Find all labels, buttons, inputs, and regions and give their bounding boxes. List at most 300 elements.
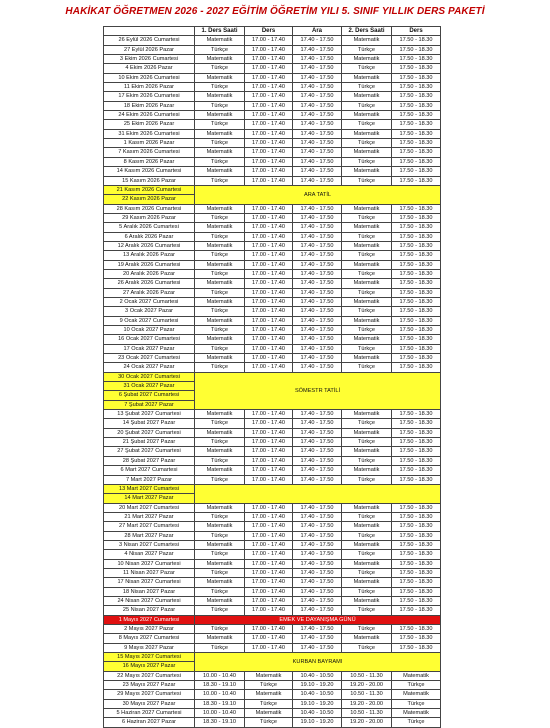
- first-slot-cell: Matematik: [195, 55, 245, 64]
- table-row: [104, 148, 441, 157]
- table-row: [104, 419, 441, 428]
- first-lesson-cell: 17.00 - 17.40: [245, 129, 293, 138]
- second-slot-cell: 10.50 - 11.30: [342, 709, 392, 718]
- second-lesson-cell: 17.50 - 18.30: [392, 64, 441, 73]
- second-lesson-cell: 17.50 - 18.30: [392, 167, 441, 176]
- break-cell: 17.40 - 17.50: [293, 36, 342, 45]
- second-slot-cell: Türkçe: [342, 531, 392, 540]
- date-cell: 29 Kasım 2026 Pazar: [104, 213, 195, 222]
- table-row: [104, 157, 441, 166]
- first-lesson-cell: 17.00 - 17.40: [245, 148, 293, 157]
- first-slot-cell: 10.00 - 10.40: [195, 671, 245, 680]
- break-cell: 17.40 - 17.50: [293, 447, 342, 456]
- first-slot-cell: 18.30 - 19.10: [195, 699, 245, 708]
- second-slot-cell: Türkçe: [342, 438, 392, 447]
- second-slot-cell: Türkçe: [342, 83, 392, 92]
- holiday-row: [104, 185, 441, 194]
- first-slot-cell: Türkçe: [195, 419, 245, 428]
- table-row: [104, 213, 441, 222]
- second-lesson-cell: 17.50 - 18.30: [392, 176, 441, 185]
- table-row: [104, 559, 441, 568]
- table-row: [104, 540, 441, 549]
- date-cell: 22 Mayıs 2027 Cumartesi: [104, 671, 195, 680]
- first-slot-cell: Türkçe: [195, 550, 245, 559]
- second-slot-cell: Türkçe: [342, 120, 392, 129]
- date-cell: 21 Şubat 2027 Pazar: [104, 438, 195, 447]
- second-lesson-cell: 17.50 - 18.30: [392, 269, 441, 278]
- first-lesson-cell: 17.00 - 17.40: [245, 344, 293, 353]
- second-slot-cell: Türkçe: [342, 45, 392, 54]
- table-row: [104, 522, 441, 531]
- first-slot-cell: Türkçe: [195, 307, 245, 316]
- holiday-label: ARA TATİL: [195, 185, 441, 204]
- table-row: [104, 45, 441, 54]
- break-cell: 19.10 - 19.20: [293, 718, 342, 727]
- date-cell: 28 Kasım 2026 Cumartesi: [104, 204, 195, 213]
- second-slot-cell: Türkçe: [342, 213, 392, 222]
- table-row: [104, 643, 441, 652]
- first-lesson-cell: 17.00 - 17.40: [245, 634, 293, 643]
- second-lesson-cell: Türkçe: [392, 681, 441, 690]
- first-lesson-cell: 17.00 - 17.40: [245, 428, 293, 437]
- date-cell: 26 Aralık 2026 Cumartesi: [104, 279, 195, 288]
- first-slot-cell: Matematik: [195, 447, 245, 456]
- first-lesson-cell: 17.00 - 17.40: [245, 326, 293, 335]
- first-lesson-cell: 17.00 - 17.40: [245, 512, 293, 521]
- table-row: [104, 456, 441, 465]
- table-row: [104, 447, 441, 456]
- first-slot-cell: Türkçe: [195, 344, 245, 353]
- table-row: [104, 279, 441, 288]
- table-row: [104, 466, 441, 475]
- holiday-row: [104, 372, 441, 381]
- date-cell: 2 Ocak 2027 Cumartesi: [104, 297, 195, 306]
- break-cell: 17.40 - 17.50: [293, 129, 342, 138]
- second-lesson-cell: 17.50 - 18.30: [392, 587, 441, 596]
- date-cell: 6 Haziran 2027 Pazar: [104, 718, 195, 727]
- table-row: [104, 316, 441, 325]
- first-lesson-cell: 17.00 - 17.40: [245, 550, 293, 559]
- date-cell: 7 Kasım 2026 Cumartesi: [104, 148, 195, 157]
- date-cell: 18 Nisan 2027 Pazar: [104, 587, 195, 596]
- first-lesson-cell: 17.00 - 17.40: [245, 307, 293, 316]
- second-slot-cell: Türkçe: [342, 475, 392, 484]
- break-cell: 17.40 - 17.50: [293, 503, 342, 512]
- date-cell: 4 Nisan 2027 Pazar: [104, 550, 195, 559]
- second-slot-cell: Türkçe: [342, 643, 392, 652]
- break-cell: 17.40 - 17.50: [293, 559, 342, 568]
- first-slot-cell: Matematik: [195, 297, 245, 306]
- first-slot-cell: Türkçe: [195, 139, 245, 148]
- second-slot-cell: Türkçe: [342, 512, 392, 521]
- break-cell: 17.40 - 17.50: [293, 354, 342, 363]
- second-lesson-cell: 17.50 - 18.30: [392, 354, 441, 363]
- table-row: [104, 625, 441, 634]
- table-row: [104, 241, 441, 250]
- second-lesson-cell: 17.50 - 18.30: [392, 204, 441, 213]
- header-second-lesson-slot: 2. Ders Saati: [342, 27, 392, 36]
- break-cell: 17.40 - 17.50: [293, 251, 342, 260]
- date-cell: 24 Nisan 2027 Cumartesi: [104, 596, 195, 605]
- first-slot-cell: Matematik: [195, 167, 245, 176]
- date-cell: 13 Mart 2027 Cumartesi: [104, 484, 195, 493]
- second-lesson-cell: 17.50 - 18.30: [392, 559, 441, 568]
- date-cell: 20 Aralık 2026 Pazar: [104, 269, 195, 278]
- first-slot-cell: 18.30 - 19.10: [195, 681, 245, 690]
- second-slot-cell: Türkçe: [342, 456, 392, 465]
- second-lesson-cell: 17.50 - 18.30: [392, 531, 441, 540]
- table-row: [104, 288, 441, 297]
- table-row: [104, 204, 441, 213]
- first-slot-cell: Matematik: [195, 204, 245, 213]
- break-cell: 10.40 - 10.50: [293, 709, 342, 718]
- date-cell: 16 Mayıs 2027 Pazar: [104, 662, 195, 671]
- first-slot-cell: Türkçe: [195, 531, 245, 540]
- first-slot-cell: Türkçe: [195, 587, 245, 596]
- first-lesson-cell: Matematik: [245, 690, 293, 699]
- break-cell: 17.40 - 17.50: [293, 363, 342, 372]
- first-lesson-cell: Matematik: [245, 709, 293, 718]
- table-row: [104, 167, 441, 176]
- date-cell: 2 Mayıs 2027 Pazar: [104, 625, 195, 634]
- date-cell: 21 Kasım 2026 Cumartesi: [104, 185, 195, 194]
- date-cell: 3 Nisan 2027 Cumartesi: [104, 540, 195, 549]
- second-slot-cell: Matematik: [342, 335, 392, 344]
- break-cell: 17.40 - 17.50: [293, 64, 342, 73]
- break-cell: 17.40 - 17.50: [293, 540, 342, 549]
- table-row: [104, 690, 441, 699]
- table-row: [104, 354, 441, 363]
- table-row: [104, 718, 441, 727]
- second-slot-cell: Matematik: [342, 447, 392, 456]
- second-slot-cell: Matematik: [342, 260, 392, 269]
- first-slot-cell: Türkçe: [195, 438, 245, 447]
- table-row: [104, 578, 441, 587]
- date-cell: 31 Ocak 2027 Pazar: [104, 382, 195, 391]
- date-cell: 22 Kasım 2026 Pazar: [104, 195, 195, 204]
- first-lesson-cell: 17.00 - 17.40: [245, 251, 293, 260]
- second-slot-cell: Matematik: [342, 466, 392, 475]
- break-cell: 17.40 - 17.50: [293, 335, 342, 344]
- first-slot-cell: Matematik: [195, 223, 245, 232]
- second-lesson-cell: Türkçe: [392, 699, 441, 708]
- second-slot-cell: Matematik: [342, 578, 392, 587]
- second-slot-cell: Türkçe: [342, 550, 392, 559]
- table-row: [104, 232, 441, 241]
- break-cell: 17.40 - 17.50: [293, 269, 342, 278]
- special-day-row: [104, 615, 441, 624]
- table-row: [104, 512, 441, 521]
- second-slot-cell: 10.50 - 11.30: [342, 671, 392, 680]
- date-cell: 14 Mart 2027 Pazar: [104, 494, 195, 503]
- date-cell: 23 Ocak 2027 Cumartesi: [104, 354, 195, 363]
- table-row: [104, 550, 441, 559]
- second-slot-cell: Türkçe: [342, 64, 392, 73]
- break-cell: 17.40 - 17.50: [293, 176, 342, 185]
- second-lesson-cell: 17.50 - 18.30: [392, 241, 441, 250]
- second-lesson-cell: 17.50 - 18.30: [392, 578, 441, 587]
- second-slot-cell: Matematik: [342, 204, 392, 213]
- second-lesson-cell: 17.50 - 18.30: [392, 101, 441, 110]
- holiday-row: [104, 653, 441, 662]
- second-lesson-cell: 17.50 - 18.30: [392, 447, 441, 456]
- second-slot-cell: Türkçe: [342, 288, 392, 297]
- second-slot-cell: Matematik: [342, 241, 392, 250]
- second-slot-cell: Matematik: [342, 129, 392, 138]
- first-slot-cell: Matematik: [195, 540, 245, 549]
- date-cell: 8 Mayıs 2027 Cumartesi: [104, 634, 195, 643]
- date-cell: 20 Mart 2027 Cumartesi: [104, 503, 195, 512]
- table-row: [104, 503, 441, 512]
- date-cell: 6 Aralık 2026 Pazar: [104, 232, 195, 241]
- date-cell: 11 Nisan 2027 Pazar: [104, 568, 195, 577]
- date-cell: 15 Kasım 2026 Pazar: [104, 176, 195, 185]
- first-lesson-cell: 17.00 - 17.40: [245, 64, 293, 73]
- first-lesson-cell: 17.00 - 17.40: [245, 568, 293, 577]
- second-slot-cell: Matematik: [342, 559, 392, 568]
- first-slot-cell: Matematik: [195, 241, 245, 250]
- second-lesson-cell: 17.50 - 18.30: [392, 316, 441, 325]
- date-cell: 28 Mart 2027 Pazar: [104, 531, 195, 540]
- second-lesson-cell: 17.50 - 18.30: [392, 363, 441, 372]
- header-lesson-2: Ders: [392, 27, 441, 36]
- table-row: [104, 111, 441, 120]
- second-slot-cell: Matematik: [342, 167, 392, 176]
- table-row: [104, 475, 441, 484]
- first-slot-cell: 18.30 - 19.10: [195, 718, 245, 727]
- header-date: [104, 27, 195, 36]
- first-lesson-cell: Türkçe: [245, 699, 293, 708]
- first-slot-cell: Matematik: [195, 522, 245, 531]
- second-lesson-cell: 17.50 - 18.30: [392, 260, 441, 269]
- second-slot-cell: Türkçe: [342, 251, 392, 260]
- first-slot-cell: Matematik: [195, 428, 245, 437]
- first-lesson-cell: 17.00 - 17.40: [245, 456, 293, 465]
- break-cell: 17.40 - 17.50: [293, 120, 342, 129]
- first-lesson-cell: 17.00 - 17.40: [245, 223, 293, 232]
- second-lesson-cell: 17.50 - 18.30: [392, 92, 441, 101]
- second-lesson-cell: 17.50 - 18.30: [392, 625, 441, 634]
- break-cell: 17.40 - 17.50: [293, 326, 342, 335]
- date-cell: 27 Aralık 2026 Pazar: [104, 288, 195, 297]
- second-slot-cell: 19.20 - 20.00: [342, 681, 392, 690]
- second-lesson-cell: 17.50 - 18.30: [392, 540, 441, 549]
- second-lesson-cell: Matematik: [392, 671, 441, 680]
- break-cell: 17.40 - 17.50: [293, 568, 342, 577]
- table-row: [104, 269, 441, 278]
- header-first-lesson-slot: 1. Ders Saati: [195, 27, 245, 36]
- first-lesson-cell: 17.00 - 17.40: [245, 522, 293, 531]
- break-cell: 19.10 - 19.20: [293, 681, 342, 690]
- second-slot-cell: Matematik: [342, 316, 392, 325]
- second-lesson-cell: 17.50 - 18.30: [392, 129, 441, 138]
- break-cell: 17.40 - 17.50: [293, 297, 342, 306]
- first-slot-cell: Matematik: [195, 111, 245, 120]
- first-lesson-cell: 17.00 - 17.40: [245, 475, 293, 484]
- second-slot-cell: Türkçe: [342, 363, 392, 372]
- break-cell: 17.40 - 17.50: [293, 522, 342, 531]
- table-row: [104, 101, 441, 110]
- table-row: [104, 326, 441, 335]
- second-lesson-cell: 17.50 - 18.30: [392, 36, 441, 45]
- second-slot-cell: Matematik: [342, 297, 392, 306]
- second-slot-cell: Türkçe: [342, 606, 392, 615]
- break-cell: 17.40 - 17.50: [293, 213, 342, 222]
- break-cell: 17.40 - 17.50: [293, 204, 342, 213]
- break-cell: 17.40 - 17.50: [293, 55, 342, 64]
- first-slot-cell: Matematik: [195, 316, 245, 325]
- break-cell: 17.40 - 17.50: [293, 606, 342, 615]
- holiday-label: [195, 484, 441, 503]
- break-cell: 17.40 - 17.50: [293, 344, 342, 353]
- second-slot-cell: Matematik: [342, 634, 392, 643]
- date-cell: 21 Mart 2027 Pazar: [104, 512, 195, 521]
- second-lesson-cell: Matematik: [392, 709, 441, 718]
- second-slot-cell: 19.20 - 20.00: [342, 699, 392, 708]
- break-cell: 17.40 - 17.50: [293, 157, 342, 166]
- first-lesson-cell: 17.00 - 17.40: [245, 232, 293, 241]
- first-slot-cell: Türkçe: [195, 64, 245, 73]
- second-lesson-cell: 17.50 - 18.30: [392, 326, 441, 335]
- table-row: [104, 83, 441, 92]
- break-cell: 17.40 - 17.50: [293, 512, 342, 521]
- break-cell: 17.40 - 17.50: [293, 167, 342, 176]
- second-lesson-cell: 17.50 - 18.30: [392, 73, 441, 82]
- first-lesson-cell: 17.00 - 17.40: [245, 578, 293, 587]
- second-lesson-cell: 17.50 - 18.30: [392, 297, 441, 306]
- first-slot-cell: Matematik: [195, 596, 245, 605]
- first-slot-cell: Türkçe: [195, 83, 245, 92]
- date-cell: 13 Şubat 2027 Cumartesi: [104, 410, 195, 419]
- table-row: [104, 428, 441, 437]
- date-cell: 25 Nisan 2027 Pazar: [104, 606, 195, 615]
- second-lesson-cell: 17.50 - 18.30: [392, 213, 441, 222]
- table-row: [104, 363, 441, 372]
- date-cell: 10 Nisan 2027 Cumartesi: [104, 559, 195, 568]
- first-slot-cell: Türkçe: [195, 120, 245, 129]
- break-cell: 17.40 - 17.50: [293, 73, 342, 82]
- first-lesson-cell: 17.00 - 17.40: [245, 354, 293, 363]
- second-slot-cell: Matematik: [342, 111, 392, 120]
- first-lesson-cell: 17.00 - 17.40: [245, 73, 293, 82]
- first-slot-cell: Matematik: [195, 36, 245, 45]
- schedule-table: [103, 26, 441, 728]
- first-lesson-cell: 17.00 - 17.40: [245, 55, 293, 64]
- break-cell: 17.40 - 17.50: [293, 634, 342, 643]
- first-slot-cell: Matematik: [195, 503, 245, 512]
- table-row: [104, 671, 441, 680]
- table-row: [104, 176, 441, 185]
- date-cell: 24 Ekim 2026 Cumartesi: [104, 111, 195, 120]
- first-slot-cell: Türkçe: [195, 288, 245, 297]
- second-slot-cell: Türkçe: [342, 625, 392, 634]
- date-cell: 13 Aralık 2026 Pazar: [104, 251, 195, 260]
- date-cell: 20 Şubat 2027 Cumartesi: [104, 428, 195, 437]
- first-lesson-cell: 17.00 - 17.40: [245, 540, 293, 549]
- first-slot-cell: Matematik: [195, 279, 245, 288]
- table-row: [104, 139, 441, 148]
- second-lesson-cell: 17.50 - 18.30: [392, 45, 441, 54]
- table-row: [104, 73, 441, 82]
- first-slot-cell: Matematik: [195, 260, 245, 269]
- second-lesson-cell: 17.50 - 18.30: [392, 111, 441, 120]
- second-lesson-cell: 17.50 - 18.30: [392, 307, 441, 316]
- date-cell: 7 Şubat 2027 Pazar: [104, 400, 195, 409]
- first-slot-cell: Türkçe: [195, 475, 245, 484]
- second-slot-cell: Matematik: [342, 428, 392, 437]
- holiday-label: SÖMESTR TATİLİ: [195, 372, 441, 409]
- table-row: [104, 251, 441, 260]
- second-lesson-cell: Türkçe: [392, 718, 441, 727]
- first-lesson-cell: 17.00 - 17.40: [245, 92, 293, 101]
- date-cell: 18 Ekim 2026 Pazar: [104, 101, 195, 110]
- first-slot-cell: Türkçe: [195, 157, 245, 166]
- second-slot-cell: Matematik: [342, 148, 392, 157]
- date-cell: 5 Aralık 2026 Cumartesi: [104, 223, 195, 232]
- second-lesson-cell: 17.50 - 18.30: [392, 550, 441, 559]
- break-cell: 17.40 - 17.50: [293, 578, 342, 587]
- first-slot-cell: Türkçe: [195, 326, 245, 335]
- second-lesson-cell: 17.50 - 18.30: [392, 503, 441, 512]
- second-lesson-cell: Matematik: [392, 690, 441, 699]
- first-slot-cell: Türkçe: [195, 456, 245, 465]
- second-slot-cell: Matematik: [342, 503, 392, 512]
- date-cell: 3 Ekim 2026 Cumartesi: [104, 55, 195, 64]
- date-cell: 10 Ekim 2026 Cumartesi: [104, 73, 195, 82]
- second-slot-cell: Matematik: [342, 55, 392, 64]
- second-slot-cell: Türkçe: [342, 419, 392, 428]
- first-lesson-cell: Türkçe: [245, 681, 293, 690]
- date-cell: 14 Şubat 2027 Pazar: [104, 419, 195, 428]
- second-lesson-cell: 17.50 - 18.30: [392, 475, 441, 484]
- second-slot-cell: Türkçe: [342, 101, 392, 110]
- table-row: [104, 64, 441, 73]
- second-slot-cell: Türkçe: [342, 587, 392, 596]
- first-lesson-cell: 17.00 - 17.40: [245, 120, 293, 129]
- first-lesson-cell: 17.00 - 17.40: [245, 241, 293, 250]
- table-row: [104, 568, 441, 577]
- table-row: [104, 92, 441, 101]
- first-slot-cell: Türkçe: [195, 232, 245, 241]
- table-row: [104, 297, 441, 306]
- first-lesson-cell: 17.00 - 17.40: [245, 288, 293, 297]
- break-cell: 17.40 - 17.50: [293, 550, 342, 559]
- first-lesson-cell: 17.00 - 17.40: [245, 83, 293, 92]
- first-lesson-cell: 17.00 - 17.40: [245, 204, 293, 213]
- table-row: [104, 681, 441, 690]
- first-lesson-cell: 17.00 - 17.40: [245, 363, 293, 372]
- table-row: [104, 335, 441, 344]
- second-slot-cell: Matematik: [342, 410, 392, 419]
- first-lesson-cell: 17.00 - 17.40: [245, 139, 293, 148]
- date-cell: 4 Ekim 2026 Pazar: [104, 64, 195, 73]
- date-cell: 12 Aralık 2026 Cumartesi: [104, 241, 195, 250]
- first-slot-cell: Türkçe: [195, 512, 245, 521]
- date-cell: 27 Mart 2027 Cumartesi: [104, 522, 195, 531]
- first-slot-cell: 10.00 - 10.40: [195, 690, 245, 699]
- second-lesson-cell: 17.50 - 18.30: [392, 251, 441, 260]
- date-cell: 15 Mayıs 2027 Cumartesi: [104, 653, 195, 662]
- first-lesson-cell: 17.00 - 17.40: [245, 587, 293, 596]
- table-row: [104, 55, 441, 64]
- date-cell: 16 Ocak 2027 Cumartesi: [104, 335, 195, 344]
- second-slot-cell: 10.50 - 11.30: [342, 690, 392, 699]
- first-lesson-cell: 17.00 - 17.40: [245, 269, 293, 278]
- second-lesson-cell: 17.50 - 18.30: [392, 428, 441, 437]
- first-slot-cell: Türkçe: [195, 625, 245, 634]
- first-slot-cell: Matematik: [195, 129, 245, 138]
- first-lesson-cell: 17.00 - 17.40: [245, 167, 293, 176]
